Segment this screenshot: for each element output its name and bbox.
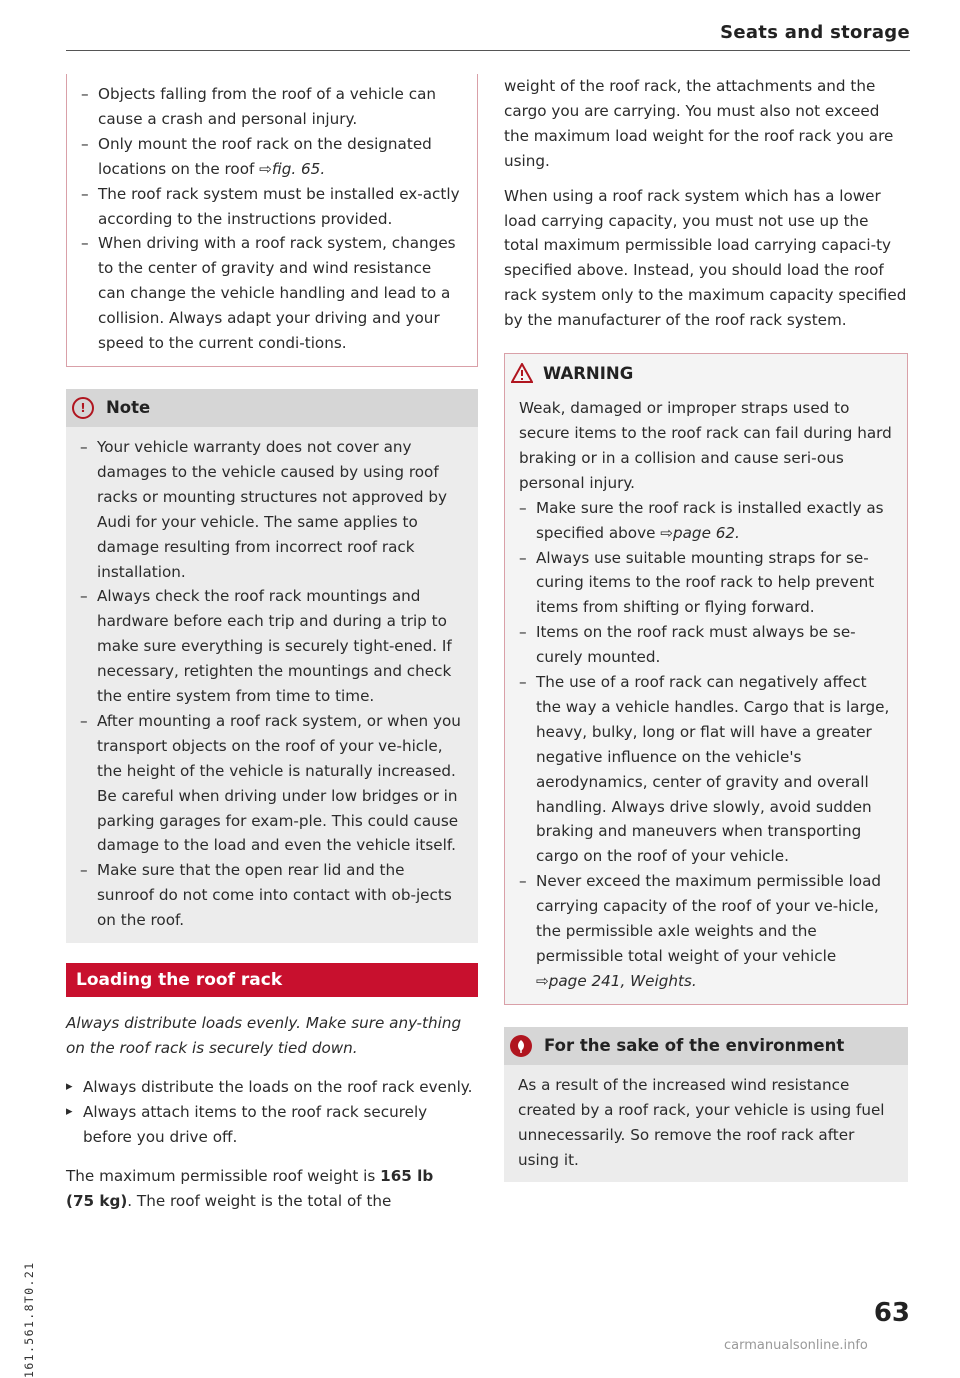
list-item: – When driving with a roof rack system, changes to the center of gravity and wind resistance can change the vehicle handling and lead to a collision. Always adapt your driving and your speed to the current condi-tions. xyxy=(81,231,463,356)
warning-title: WARNING xyxy=(543,363,634,383)
warning-continued-list xyxy=(81,82,463,356)
list-item: – Your vehicle warranty does not cover any damages to the vehicle caused by using roof racks or mounting structures not approved by Audi for your vehicle. The same applies to damage resulting from incorrect roof rack installation. xyxy=(80,435,464,584)
warning-intro: Weak, damaged or improper straps used to secure items to the roof rack can fail during hard braking or in a collision and cause seri-ous personal injury. xyxy=(519,399,892,492)
leaf-icon xyxy=(510,1035,532,1057)
max-weight-paragraph: The maximum permissible roof weight is 165 lb (75 kg). The roof weight is the total of the xyxy=(66,1166,434,1210)
warning-list xyxy=(519,496,893,994)
list-item: – Never exceed the maximum permissible load carrying capacity of the roof of your ve-hicle, the permissible axle weights and the permissible total weight of your vehicle ⇨page 241, Weights. xyxy=(519,869,893,994)
warning-triangle-icon xyxy=(511,363,533,383)
right-column xyxy=(504,74,908,1182)
warning-body xyxy=(504,392,908,1005)
running-header: Seats and storage xyxy=(720,22,910,43)
watermark-logo: carmanualsonline.info xyxy=(724,1338,868,1353)
list-item: – The roof rack system must be installed ex-actly according to the instructions provided. xyxy=(81,182,463,232)
list-item: – Make sure the roof rack is installed exactly as specified above ⇨page 62. xyxy=(519,496,893,546)
list-item: – Items on the roof rack must always be se-curely mounted. xyxy=(519,620,893,670)
environment-header xyxy=(504,1027,908,1065)
paragraph-roof-weight: weight of the roof rack, the attachments and the cargo you are carrying. You must also not exceed the maximum load weight for the roof rack you are using. xyxy=(504,77,894,170)
fig-reference-link[interactable]: ⇨fig. 65. xyxy=(259,159,326,178)
list-item: – The use of a roof rack can negatively affect the way a vehicle handles. Cargo that is large, heavy, bulky, long or flat will have a greater negative influence on the vehicle's aerodynamics, center of gravity and overall handling. Always drive slowly, avoid sudden braking and maneuvers when transporting cargo on the roof of your vehicle. xyxy=(519,670,893,869)
section-intro: Always distribute loads evenly. Make sure any-thing on the roof rack is securely tied down. xyxy=(66,1014,462,1057)
note-body xyxy=(66,427,478,943)
page-reference-link[interactable]: ⇨page 62. xyxy=(660,523,740,542)
header-divider xyxy=(66,50,910,51)
warning-continuation-box xyxy=(66,74,478,367)
step-list xyxy=(66,1075,478,1150)
section-heading: Loading the roof rack xyxy=(66,963,478,997)
weight-kg: (75 kg) xyxy=(66,1191,128,1210)
list-item: – Objects falling from the roof of a vehicle can cause a crash and personal injury. xyxy=(81,82,463,132)
page-number: 63 xyxy=(873,1298,910,1328)
note-icon: ! xyxy=(72,397,94,419)
list-item: – After mounting a roof rack system, or when you transport objects on the roof of your ve-hicle, the height of the vehicle is naturally increased. Be careful when driving under low bridges or in parking garages for exam-ple. This could cause damage to the load and even the vehicle itself. xyxy=(80,709,464,858)
list-item: – Always use suitable mounting straps for se-curing items to the roof rack to help prevent items from shifting or flying forward. xyxy=(519,546,893,621)
environment-body xyxy=(504,1065,908,1183)
environment-title: For the sake of the environment xyxy=(544,1036,845,1056)
document-code: 161.561.8T0.21 xyxy=(22,1261,36,1378)
list-item: – Always check the roof rack mountings and hardware before each trip and during a trip to make sure everything is securely tight-ened. If necessary, retighten the mountings and check the entire system from time to time. xyxy=(80,584,464,709)
list-item: – Make sure that the open rear lid and the sunroof do not come into contact with ob-jects on the roof. xyxy=(80,858,464,933)
step-item: ▸ Always attach items to the roof rack securely before you drive off. xyxy=(66,1100,478,1150)
left-column xyxy=(66,74,478,1213)
environment-text: As a result of the increased wind resistance created by a roof rack, your vehicle is using fuel unnecessarily. So remove the roof rack after using it. xyxy=(518,1075,885,1169)
note-list xyxy=(80,435,464,933)
paragraph-lower-capacity: When using a roof rack system which has a lower load carrying capacity, you must not use up the total maximum permissible load carrying capaci-ty specified above. Instead, you should load the roof rack system only to the maximum capacity specified by the manufacturer of the roof rack system. xyxy=(504,186,907,330)
page-reference-link[interactable]: ⇨page 241, Weights. xyxy=(536,971,697,990)
warning-header xyxy=(504,353,908,392)
list-item: – Only mount the roof rack on the designated locations on the roof ⇨fig. 65. xyxy=(81,132,463,182)
step-item: ▸ Always distribute the loads on the roof rack evenly. xyxy=(66,1075,478,1100)
note-title: Note xyxy=(106,398,151,418)
weight-lb: 165 lb xyxy=(380,1166,434,1185)
note-header xyxy=(66,389,478,427)
